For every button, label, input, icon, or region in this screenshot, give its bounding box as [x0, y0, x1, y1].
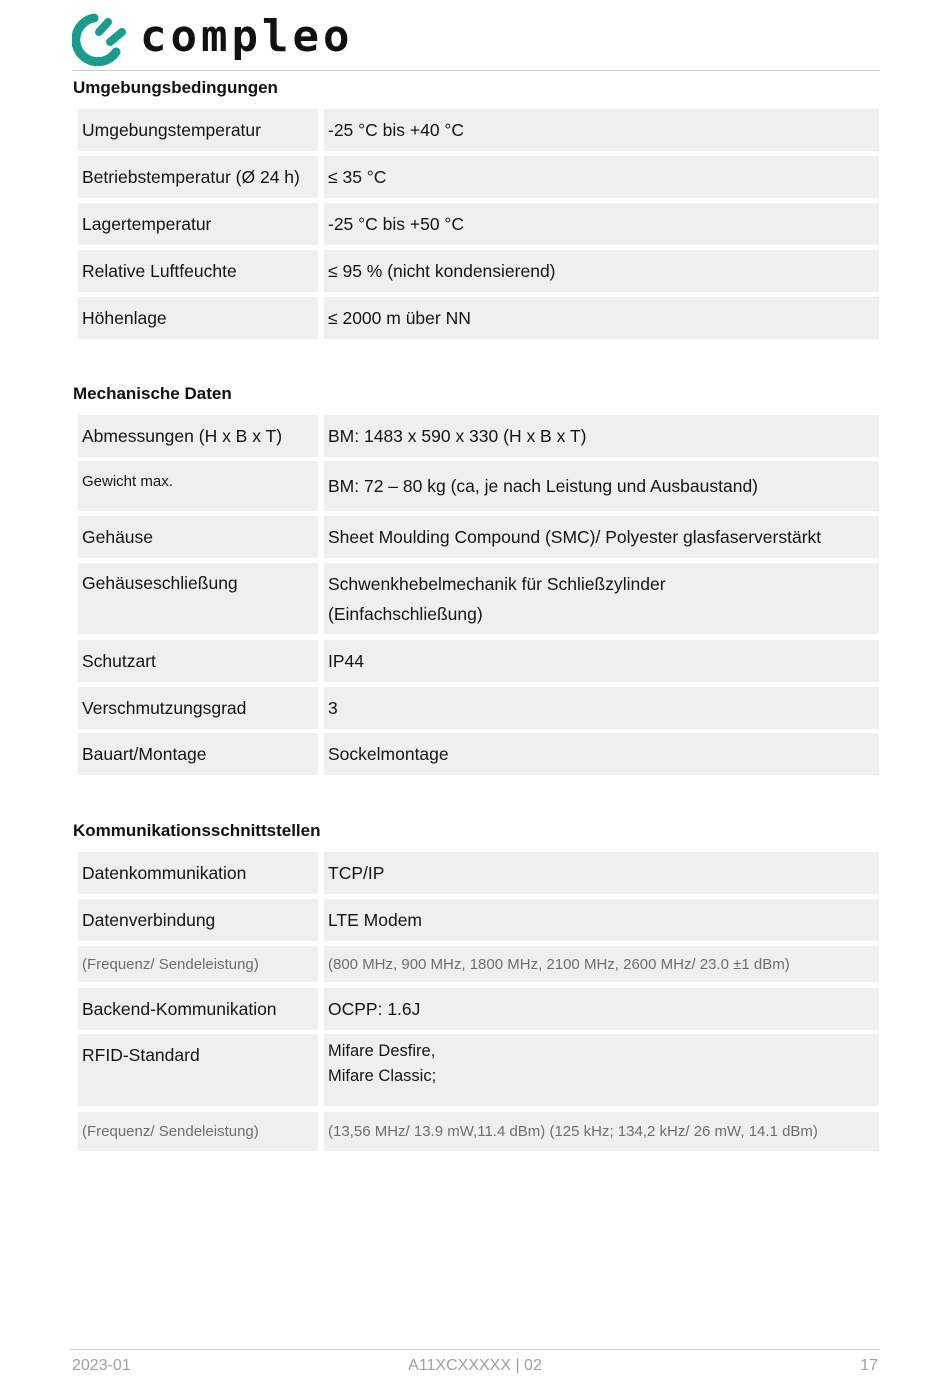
row-value: (800 MHz, 900 MHz, 1800 MHz, 2100 MHz, 2600 MHz/ 23.0 ±1 dBm) — [324, 946, 879, 982]
footer-divider — [70, 1349, 880, 1350]
row-label: Bauart/Montage — [78, 733, 318, 775]
footer-page-number: 17 — [860, 1357, 878, 1374]
row-label: Datenverbindung — [78, 899, 318, 941]
table-row — [78, 461, 879, 511]
row-value: TCP/IP — [324, 852, 879, 894]
table-row — [78, 1112, 879, 1151]
table-row — [78, 687, 879, 729]
row-label: Gewicht max. — [78, 461, 318, 511]
brand-name: compleo — [140, 11, 354, 62]
row-value-line: Mifare Classic; — [328, 1067, 437, 1085]
table-row — [78, 297, 879, 339]
row-value: BM: 1483 x 590 x 330 (H x B x T) — [324, 415, 879, 457]
table-row — [78, 899, 879, 941]
row-value: (13,56 MHz/ 13.9 mW,11.4 dBm) (125 kHz; 134,2 kHz/ 26 mW, 14.1 dBm) — [324, 1112, 879, 1151]
row-value: ≤ 2000 m über NN — [324, 297, 879, 339]
table-row — [78, 946, 879, 982]
row-value — [324, 563, 879, 634]
row-label: Verschmutzungsgrad — [78, 687, 318, 729]
row-label: Relative Luftfeuchte — [78, 250, 318, 292]
table-row — [78, 988, 879, 1030]
section-title-kommunikation: Kommunikationsschnittstellen — [73, 821, 321, 840]
table-row — [78, 733, 879, 775]
table-row — [78, 852, 879, 894]
row-value-line: Schwenkhebelmechanik für Schließzylinder — [328, 573, 666, 594]
row-value-line: Mifare Desfire, — [328, 1042, 436, 1060]
row-value: -25 °C bis +40 °C — [324, 109, 879, 151]
footer-date: 2023-01 — [72, 1357, 131, 1374]
row-value-line: (Einfachschließung) — [328, 603, 483, 624]
row-label: Backend-Kommunikation — [78, 988, 318, 1030]
row-label: Lagertemperatur — [78, 203, 318, 245]
table-row — [78, 415, 879, 457]
table-row — [78, 156, 879, 198]
table-row — [78, 516, 879, 558]
table-row — [78, 203, 879, 245]
row-label: (Frequenz/ Sendeleistung) — [78, 946, 318, 982]
table-row — [78, 563, 879, 634]
section-title-mechanik: Mechanische Daten — [73, 384, 232, 403]
row-label: Gehäuseschließung — [78, 563, 318, 634]
compleo-logo-icon — [72, 8, 130, 66]
row-value: ≤ 95 % (nicht kondensierend) — [324, 250, 879, 292]
row-value: BM: 72 – 80 kg (ca, je nach Leistung und Ausbaustand) — [324, 461, 879, 511]
row-value: LTE Modem — [324, 899, 879, 941]
row-label: Höhenlage — [78, 297, 318, 339]
row-value — [324, 1034, 879, 1106]
table-row — [78, 250, 879, 292]
row-value: Sheet Moulding Compound (SMC)/ Polyester glasfaserverstärkt — [324, 516, 879, 558]
row-label: RFID-Standard — [78, 1034, 318, 1106]
brand-logo — [72, 8, 353, 66]
row-value: 3 — [324, 687, 879, 729]
row-value: ≤ 35 °C — [324, 156, 879, 198]
section-title-umgebung: Umgebungsbedingungen — [73, 78, 278, 97]
row-value: -25 °C bis +50 °C — [324, 203, 879, 245]
row-label: Schutzart — [78, 640, 318, 682]
row-label: Abmessungen (H x B x T) — [78, 415, 318, 457]
page-header — [72, 8, 880, 71]
row-label: (Frequenz/ Sendeleistung) — [78, 1112, 318, 1151]
table-row — [78, 640, 879, 682]
row-value: IP44 — [324, 640, 879, 682]
row-label: Gehäuse — [78, 516, 318, 558]
row-label: Datenkommunikation — [78, 852, 318, 894]
table-row — [78, 109, 879, 151]
row-value: Sockelmontage — [324, 733, 879, 775]
table-row — [78, 1034, 879, 1106]
row-value: OCPP: 1.6J — [324, 988, 879, 1030]
row-label: Umgebungstemperatur — [78, 109, 318, 151]
footer-doc-id: A11XCXXXXX | 02 — [408, 1357, 542, 1374]
row-label: Betriebstemperatur (Ø 24 h) — [78, 156, 318, 198]
